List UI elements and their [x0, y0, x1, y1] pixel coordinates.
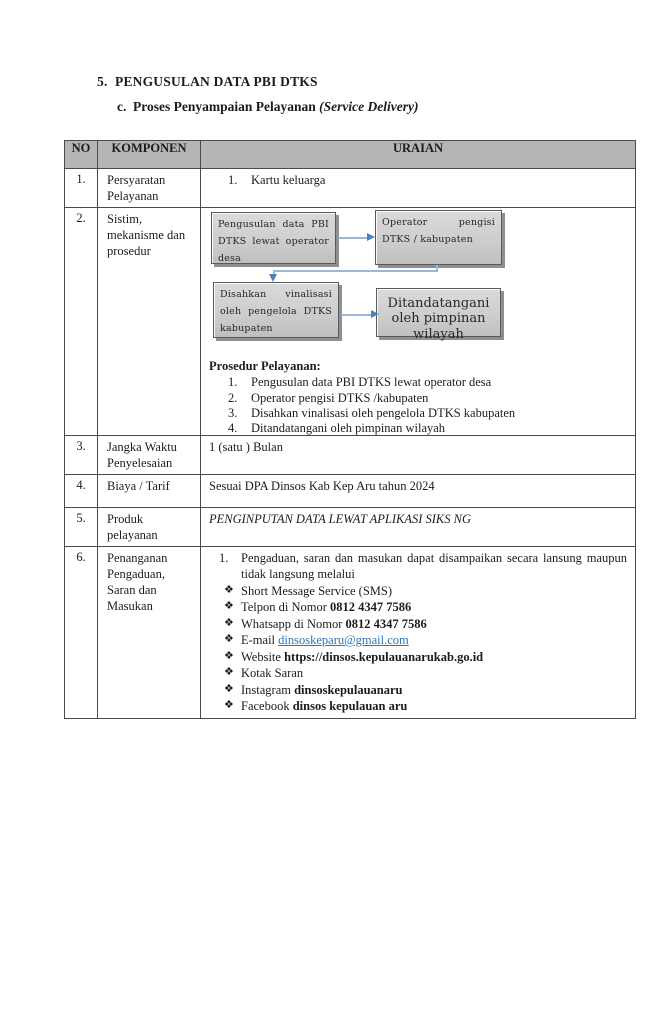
contact-text: Instagram dinsoskepulauanaru	[241, 682, 403, 697]
service-delivery-table	[64, 140, 636, 719]
step-number: 3.	[228, 405, 238, 420]
contact-item-whatsapp	[209, 617, 627, 633]
section-number: 5.	[97, 74, 108, 89]
step-text: Ditandatangani oleh pimpinan wilayah	[251, 421, 446, 435]
contact-text: Kotak Saran	[241, 666, 304, 680]
prosedur-title: Prosedur Pelayanan:	[209, 359, 321, 373]
row4-komponen: Biaya / Tarif	[98, 475, 201, 508]
flow-box-operator: Operator pengisi DTKS / kabupaten	[375, 210, 502, 265]
arrow-right-icon	[371, 310, 379, 318]
arrow-line	[341, 314, 372, 316]
contact-item-facebook	[209, 699, 627, 715]
table-row	[65, 208, 636, 436]
list-item	[209, 172, 627, 188]
flow-box-ditandatangani: Ditandatangani oleh pimpinan wilayah	[376, 288, 501, 337]
arrow-line	[338, 237, 368, 239]
section-title-text: PENGUSULAN DATA PBI DTKS	[115, 74, 318, 89]
list-number: 1.	[219, 551, 229, 565]
contact-item-kotak-saran	[209, 666, 627, 682]
flow-box-pengusulan: Pengusulan data PBI DTKS lewat operator desa	[211, 212, 336, 264]
subtitle-text: Proses Penyampaian Pelayanan	[133, 99, 320, 114]
contact-item-sms	[209, 584, 627, 600]
row1-uraian	[201, 169, 636, 208]
row1-no: 1.	[65, 169, 98, 208]
diamond-bullet-icon: ❖	[224, 649, 234, 662]
diamond-bullet-icon: ❖	[224, 633, 234, 645]
prosedur-step	[209, 375, 629, 390]
row1-komponen: Persyaratan Pelayanan	[98, 169, 201, 208]
header-no: NO	[65, 141, 98, 169]
page-title	[97, 74, 318, 90]
header-uraian: URAIAN	[201, 141, 636, 169]
complaint-intro	[209, 550, 627, 583]
step-number: 2.	[228, 390, 238, 405]
table-row	[65, 508, 636, 547]
step-text: Disahkan vinalisasi oleh pengelola DTKS kabupaten	[251, 405, 516, 420]
contact-item-website	[209, 650, 627, 666]
prosedur-step	[209, 391, 629, 406]
row5-uraian: PENGINPUTAN DATA LEWAT APLIKASI SIKS NG	[201, 508, 636, 547]
row4-uraian: Sesuai DPA Dinsos Kab Kep Aru tahun 2024	[201, 475, 636, 508]
prosedur-step	[209, 406, 629, 421]
table-row	[65, 475, 636, 508]
row5-komponen: Produk pelayanan	[98, 508, 201, 547]
contact-text: E-mail dinsoskeparu@gmail.com	[241, 633, 409, 647]
contact-text: Whatsapp di Nomor 0812 4347 7586	[241, 616, 427, 631]
contact-text: Telpon di Nomor 0812 4347 7586	[241, 600, 412, 614]
step-text: Pengusulan data PBI DTKS lewat operator desa	[251, 375, 492, 390]
connector-line	[273, 270, 438, 272]
arrow-down-icon	[269, 274, 277, 282]
arrow-right-icon	[367, 233, 375, 241]
diamond-bullet-icon: ❖	[224, 682, 234, 695]
diamond-bullet-icon: ❖	[224, 583, 234, 596]
table-row	[65, 436, 636, 475]
contact-item-telpon	[209, 600, 627, 616]
list-number: 1.	[228, 173, 238, 187]
row3-no: 3.	[65, 436, 98, 475]
row5-no: 5.	[65, 508, 98, 547]
row3-uraian: 1 (satu ) Bulan	[201, 436, 636, 475]
row3-komponen: Jangka Waktu Penyelesaian	[98, 436, 201, 475]
row2-komponen: Sistim, mekanisme dan prosedur	[98, 208, 201, 436]
row6-komponen: Penanganan Pengaduan, Saran dan Masukan	[98, 547, 201, 719]
row6-uraian	[201, 547, 636, 719]
contact-item-instagram	[209, 683, 627, 699]
flowchart	[201, 208, 635, 435]
intro-text: Pengaduan, saran dan masukan dapat disampaikan secara lansung maupun tidak langsung melalui	[241, 551, 627, 582]
page-subtitle	[117, 99, 418, 115]
step-text: Operator pengisi DTKS /kabupaten	[251, 390, 429, 405]
diamond-bullet-icon: ❖	[224, 699, 234, 711]
row6-no: 6.	[65, 547, 98, 719]
email-link[interactable]: dinsoskeparu@gmail.com	[278, 633, 409, 647]
header-komponen: KOMPONEN	[98, 141, 201, 169]
row2-no: 2.	[65, 208, 98, 436]
contact-item-email	[209, 633, 627, 649]
diamond-bullet-icon: ❖	[224, 666, 234, 678]
row4-no: 4.	[65, 475, 98, 508]
subtitle-italic: (Service Delivery)	[319, 99, 419, 114]
step-number: 1.	[228, 375, 238, 390]
step-number: 4.	[228, 421, 238, 435]
table-header-row	[65, 141, 636, 169]
row2-uraian	[201, 208, 636, 436]
contact-text: Facebook dinsos kepulauan aru	[241, 699, 408, 713]
diamond-bullet-icon: ❖	[224, 600, 234, 612]
sub-letter: c.	[117, 99, 127, 114]
flow-box-disahkan: Disahkan vinalisasi oleh pengelola DTKS kabupaten	[213, 282, 339, 338]
contact-text: Short Message Service (SMS)	[241, 583, 393, 598]
prosedur-block	[209, 358, 629, 436]
table-row	[65, 547, 636, 719]
list-text: Kartu keluarga	[251, 173, 326, 187]
prosedur-step	[209, 421, 629, 436]
contact-text: Website https://dinsos.kepulauanarukab.go.id	[241, 649, 484, 664]
table-row	[65, 169, 636, 208]
diamond-bullet-icon: ❖	[224, 616, 234, 629]
